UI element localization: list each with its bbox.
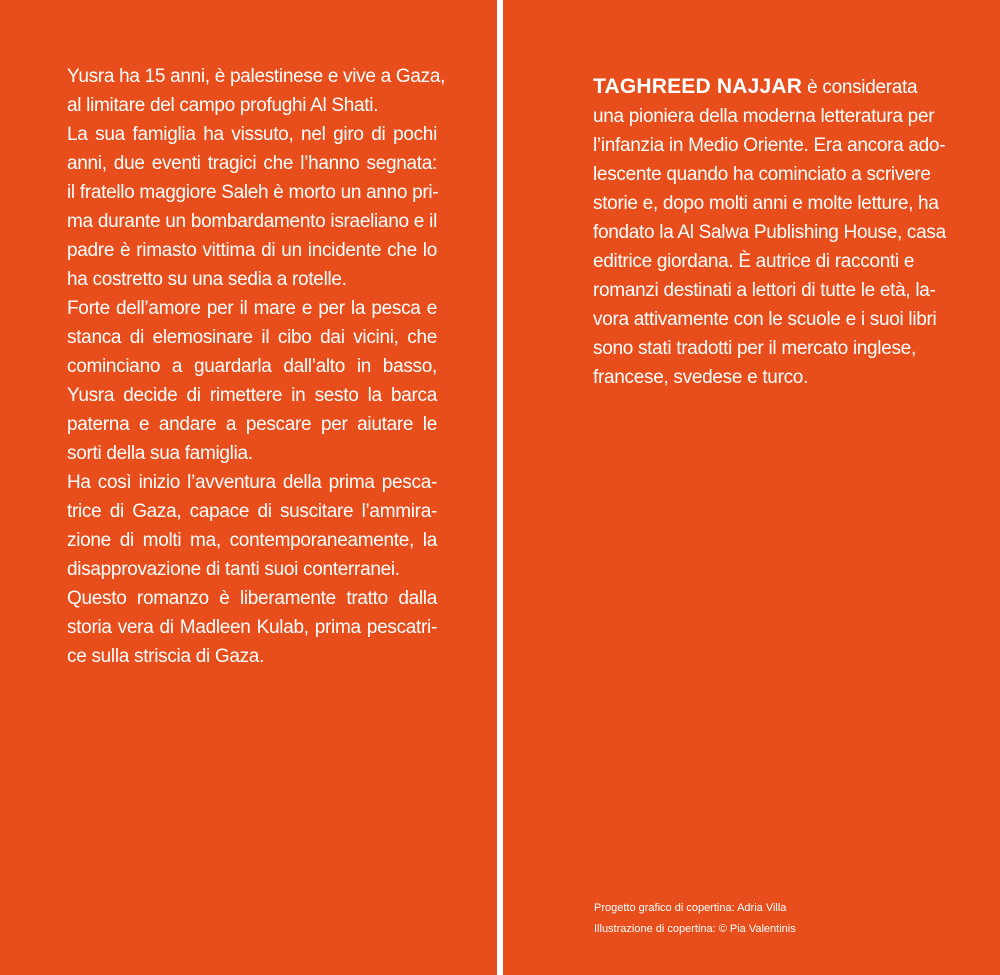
author-bio-line: fondato la Al Salwa Publishing House, casa [593, 222, 946, 243]
synopsis-paragraph [67, 468, 437, 584]
credit-line: Illustrazione di copertina: © Pia Valentinis [594, 923, 796, 935]
synopsis-paragraph [67, 62, 446, 120]
synopsis-line: ha costretto su una sedia a rotelle. [67, 269, 347, 290]
synopsis-line: ma durante un bombardamento israeliano e il [67, 211, 437, 232]
author-bio-line: l’infanzia in Medio Oriente. Era ancora ado- [593, 135, 946, 156]
author-bio-line: vora attivamente con le scuole e i suoi libri [593, 309, 937, 330]
credit-line: Progetto grafico di copertina: Adria Villa [594, 902, 787, 914]
synopsis-line: ce sulla striscia di Gaza. [67, 646, 265, 667]
synopsis-line: storia vera di Madleen Kulab, prima pescatri- [67, 617, 437, 638]
synopsis-line: Yusra ha 15 anni, è palestinese e vive a Gaza, [67, 66, 446, 87]
synopsis-line: Forte dell’amore per il mare e per la pesca e [67, 298, 437, 319]
back-cover-left-panel [0, 0, 497, 975]
author-name: TAGHREED NAJJAR [593, 75, 803, 98]
author-bio-line: francese, svedese e turco. [593, 367, 809, 388]
author-bio-line: sono stati tradotti per il mercato inglese, [593, 338, 916, 359]
synopsis-line: al limitare del campo profughi Al Shati. [67, 95, 379, 116]
author-bio-line: romanzi destinati a lettori di tutte le età, la- [593, 280, 936, 301]
synopsis-line: Questo romanzo è liberamente tratto dalla [67, 588, 437, 609]
synopsis-paragraph [67, 120, 437, 294]
back-cover-right-panel [503, 0, 1000, 975]
synopsis-line: stanca di elemosinare il cibo dai vicini, che [67, 327, 437, 348]
cover-credits [594, 898, 796, 940]
author-bio-first-line-rest: è considerata [802, 77, 918, 98]
synopsis-text [67, 62, 446, 671]
author-bio-line: una pioniera della moderna letteratura per [593, 106, 935, 127]
synopsis-line: Ha così inizio l’avventura della prima pesca- [67, 472, 437, 493]
author-bio-line: lescente quando ha cominciato a scrivere [593, 164, 931, 185]
synopsis-line: il fratello maggiore Saleh è morto un anno pri- [67, 182, 439, 203]
synopsis-line: zione di molti ma, contemporaneamente, la [67, 530, 437, 551]
synopsis-line: anni, due eventi tragici che l’hanno segnata: [67, 153, 437, 174]
synopsis-line: paterna e andare a pescare per aiutare le [67, 414, 437, 435]
synopsis-line: Yusra decide di rimettere in sesto la barca [67, 385, 437, 406]
author-bio-first-line [593, 72, 933, 102]
author-bio [593, 72, 946, 392]
synopsis-paragraph [67, 294, 437, 468]
author-bio-line: storie e, dopo molti anni e molte letture, ha [593, 193, 939, 214]
synopsis-line: cominciano a guardarla dall’alto in basso, [67, 356, 437, 377]
synopsis-line: trice di Gaza, capace di suscitare l’ammira- [67, 501, 437, 522]
synopsis-line: padre è rimasto vittima di un incidente che lo [67, 240, 437, 261]
synopsis-paragraph [67, 584, 437, 671]
author-bio-line: editrice giordana. È autrice di racconti e [593, 251, 915, 272]
synopsis-line: disapprovazione di tanti suoi conterranei. [67, 559, 400, 580]
synopsis-line: La sua famiglia ha vissuto, nel giro di pochi [67, 124, 437, 145]
synopsis-line: sorti della sua famiglia. [67, 443, 253, 464]
